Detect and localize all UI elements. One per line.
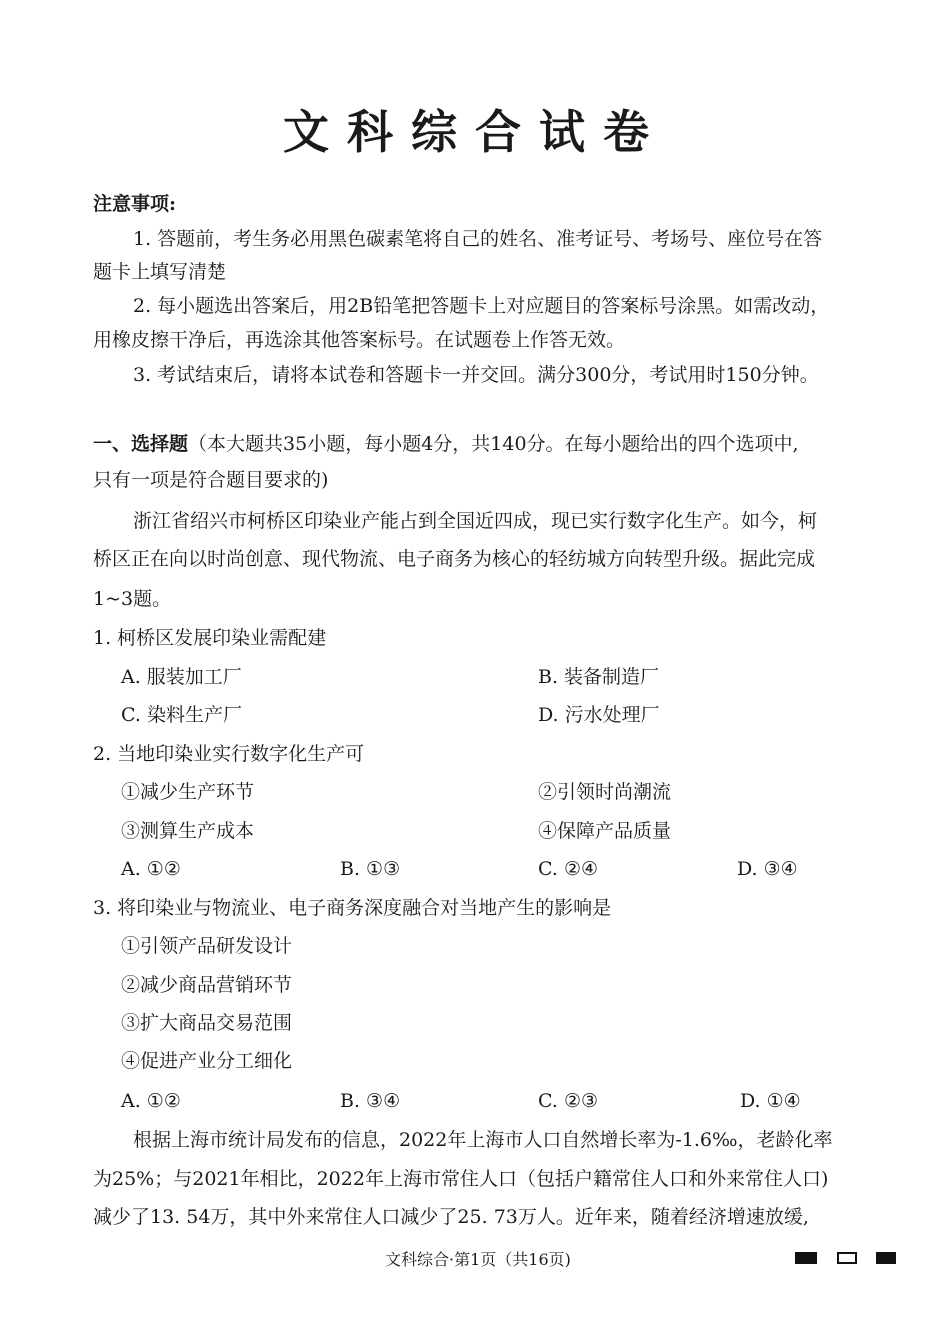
question-2-stem: 2. 当地印染业实行数字化生产可	[93, 743, 365, 765]
section-1-intro	[93, 431, 799, 457]
scan-marker-filled	[795, 1252, 817, 1264]
question-3-option-a: A. ①②	[121, 1090, 181, 1112]
notice-item-1-line-2: 题卡上填写清楚	[93, 261, 227, 283]
notice-item-3: 3. 考试结束后，请将本试卷和答题卡一并交回。满分300分，考试用时150分钟。	[133, 364, 819, 386]
question-3-statement-4: ④促进产业分工细化	[121, 1050, 293, 1072]
question-2-option-d: D. ③④	[737, 858, 798, 880]
passage-2-line-3: 减少了13. 54万，其中外来常住人口减少了25. 73万人。近年来，随着经济增速放缓,	[93, 1206, 809, 1228]
question-2-statement-2: ②引领时尚潮流	[538, 781, 672, 803]
scan-marker-empty	[837, 1252, 857, 1264]
question-3-option-c: C. ②③	[538, 1090, 599, 1112]
question-1-option-a: A. 服装加工厂	[121, 666, 242, 688]
question-3-statement-3: ③扩大商品交易范围	[121, 1012, 293, 1034]
passage-1-line-1: 浙江省绍兴市柯桥区印染业产能占到全国近四成，现已实行数字化生产。如今，柯	[133, 510, 818, 532]
section-1-description-line-2: 只有一项是符合题目要求的)	[93, 469, 329, 491]
question-1-option-b: B. 装备制造厂	[538, 666, 660, 688]
section-1-heading: 一、选择题	[93, 433, 189, 455]
question-3-statement-1: ①引领产品研发设计	[121, 935, 293, 957]
question-2-option-a: A. ①②	[121, 858, 181, 880]
question-3-statement-2: ②减少商品营销环节	[121, 974, 293, 996]
passage-2-line-2: 为25%；与2021年相比，2022年上海市常住人口（包括户籍常住人口和外来常住人口)	[93, 1168, 829, 1190]
question-3-stem: 3. 将印染业与物流业、电子商务深度融合对当地产生的影响是	[93, 897, 612, 919]
question-1-option-c: C. 染料生产厂	[121, 704, 242, 726]
question-2-option-b: B. ①③	[340, 858, 401, 880]
scan-marker-filled	[876, 1252, 896, 1264]
notice-item-2-line-1: 2. 每小题选出答案后，用2B铅笔把答题卡上对应题目的答案标号涂黑。如需改动，	[133, 295, 830, 317]
question-2-statement-1: ①减少生产环节	[121, 781, 255, 803]
passage-2-line-1: 根据上海市统计局发布的信息，2022年上海市人口自然增长率为-1.6‰，老龄化率	[133, 1129, 833, 1151]
section-1-description: （本大题共35小题，每小题4分，共140分。在每小题给出的四个选项中,	[188, 433, 799, 455]
question-1-stem: 1. 柯桥区发展印染业需配建	[93, 627, 327, 649]
page-footer: 文科综合·第1页（共16页)	[385, 1250, 571, 1269]
passage-1-line-3: 1~3题。	[93, 588, 172, 610]
notice-item-1-line-1: 1. 答题前，考生务必用黑色碳素笔将自己的姓名、准考证号、考场号、座位号在答	[133, 228, 823, 250]
question-3-option-d: D. ①④	[740, 1090, 801, 1112]
question-2-statement-4: ④保障产品质量	[538, 820, 672, 842]
question-2-statement-3: ③测算生产成本	[121, 820, 255, 842]
question-2-option-c: C. ②④	[538, 858, 599, 880]
notice-item-2-line-2: 用橡皮擦干净后，再选涂其他答案标号。在试题卷上作答无效。	[93, 329, 626, 351]
question-1-option-d: D. 污水处理厂	[538, 704, 660, 726]
exam-title: 文科综合试卷	[283, 105, 667, 159]
question-3-option-b: B. ③④	[340, 1090, 401, 1112]
notice-heading: 注意事项:	[93, 193, 177, 215]
passage-1-line-2: 桥区正在向以时尚创意、现代物流、电子商务为核心的轻纺城方向转型升级。据此完成	[93, 548, 816, 570]
